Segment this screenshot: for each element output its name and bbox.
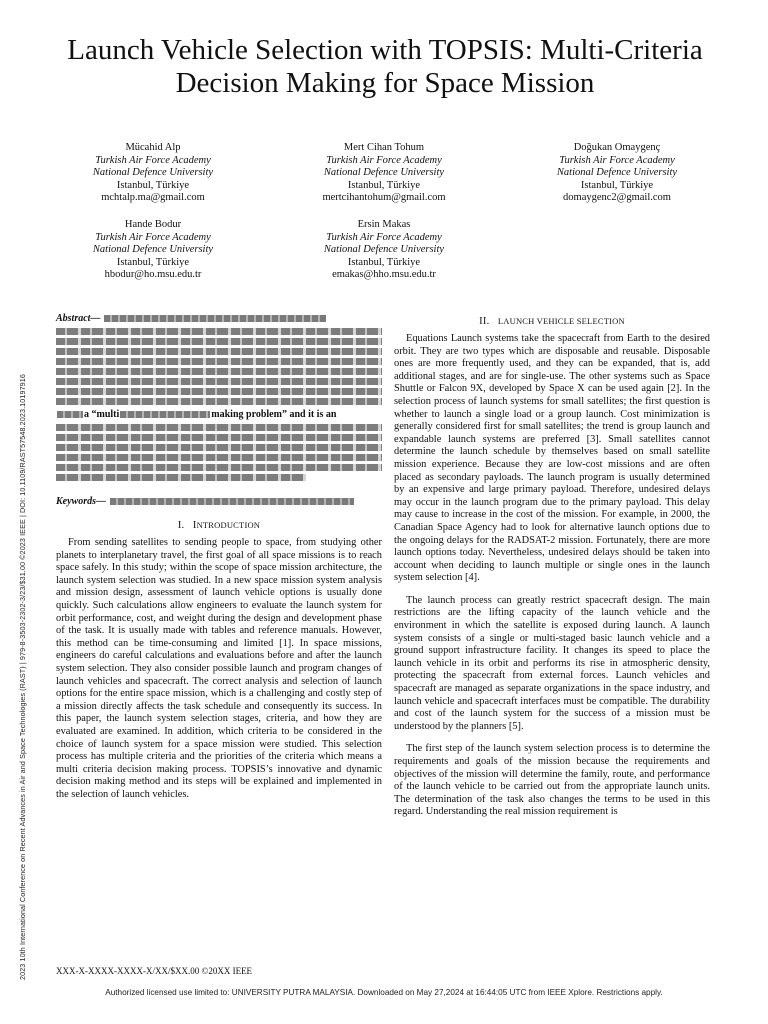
abstract-fragment: making problem” and it is an: [211, 409, 337, 420]
author-card: [43, 142, 263, 205]
section-title-initial: I: [192, 520, 197, 531]
section-heading-introduction: [56, 520, 382, 531]
redacted-text: [56, 464, 382, 471]
author-name: Mert Cihan Tohum: [343, 142, 425, 153]
redacted-text: [56, 348, 382, 355]
redacted-text: [56, 388, 382, 395]
conference-side-note: 2023 10th International Conference on Recent Advances in Air and Space Technologies (RAST) | 979-8-3503-2302-3/23/$31.00 ©2023 IEEE | DOI: 10.1109/RAST57548.2023.10197916: [18, 374, 27, 980]
author-affiliation: Turkish Air Force Academy: [95, 231, 211, 243]
author-name: Ersin Makas: [357, 219, 411, 230]
author-city: Istanbul, Türkiye: [116, 179, 190, 191]
author-email: mertcihantohum@gmail.com: [322, 192, 446, 204]
redacted-text: [56, 444, 382, 451]
keywords-label: Keywords—: [56, 496, 106, 507]
author-email: emakas@hho.msu.edu.tr: [332, 269, 436, 281]
author-affiliation: National Defence University: [92, 244, 214, 256]
redacted-text: [110, 498, 354, 505]
author-name: Hande Bodur: [124, 219, 182, 230]
author-email: domaygenc2@gmail.com: [563, 192, 671, 204]
right-column: [394, 316, 710, 819]
redacted-text: [57, 411, 83, 418]
body-paragraph: The first step of the launch system selection process is to determine the requirements and goals of the mission because the requirements and objectives of the mission will determine the family, route, and performance of the launch vehicle to be carried out from the appropriate launch units. The determination of the task also changes the terms to be used in this regard. Understanding the real mission requirement is: [394, 743, 710, 818]
paper-title: Launch Vehicle Selection with TOPSIS: Multi-Criteria Decision Making for Space Mission: [67, 34, 703, 99]
author-city: Istanbul, Türkiye: [116, 256, 190, 268]
author-card: [274, 142, 494, 205]
redacted-text: [56, 454, 382, 461]
author-card: [274, 219, 494, 282]
introduction-paragraph: From sending satellites to sending people to space, from studying other planets to interplanetary travel, the first goal of all space missions is to reach space safely. In this study; within the scope of space mission architecture, the launch system selection was studied. In a new space mission system analysis and mission design, assessment of launch vehicle options is usually done quickly. Such calculations allow engineers to evaluate the launch system for orbit performance, cost, and weight during the design and development phase of the task. It is usually made with tables and reference manuals. However, this method can be time-consuming and limited [1]. In space missions, engineers do careful calculations and evaluations before and after the launch system selection. They also consider possible launch and program changes of launch vehicles and spacecraft. The correct analysis and selection of launch options for the entire space mission, which is a challenging and costly step of a mission directly affects the task schedule and consequently its success. In this paper, the launch system selection stages, criteria, and how they are evaluated are examined. In addition, which criteria to be considered in the choice of launch system for a space mission were studied. This selection process has multiple criteria and the priorities of the criteria which means a multi criteria decision making process. TOPSIS’s innovative and dynamic decision making method and its steps will be explained and implemented in the selection of launch vehicles.: [56, 537, 382, 800]
license-notice: Authorized licensed use limited to: UNIVERSITY PUTRA MALAYSIA. Downloaded on May 27,2024 at 16:44:05 UTC from IEEE Xplore. Restrictions apply.: [105, 988, 663, 997]
author-card: [43, 219, 263, 282]
redacted-text: [56, 338, 382, 345]
author-affiliation: Turkish Air Force Academy: [95, 154, 211, 166]
author-affiliation: Turkish Air Force Academy: [326, 231, 442, 243]
author-city: Istanbul, Türkiye: [347, 256, 421, 268]
author-affiliation: National Defence University: [323, 167, 445, 179]
author-affiliation: National Defence University: [92, 167, 214, 179]
copyright-code: XXX-X-XXXX-XXXX-X/XX/$XX.00 ©20XX IEEE: [56, 966, 253, 976]
author-city: Istanbul, Türkiye: [347, 179, 421, 191]
author-card: [507, 142, 727, 205]
author-affiliation: Turkish Air Force Academy: [326, 154, 442, 166]
left-column: [56, 312, 382, 801]
author-city: Istanbul, Türkiye: [580, 179, 654, 191]
section-number: II.: [479, 316, 490, 327]
body-paragraph: The launch process can greatly restrict spacecraft design. The main restrictions are the lifting capacity of the launch vehicle and the environment in which the satellite is exposed during launch. A launch system consists of a single or multi-staged basic launch vehicle and a ground support infrastructure facility. It changes its speed to place the launch vehicle in its orbit and performs its rise in atmospheric density, protecting the spacecraft from external forces. Launch vehicles and spacecraft are managed as separate organizations in the space industry, and launch vehicle and spacecraft interfaces must be compatible. The durability and cost of the launch system for the success of a mission must be understood by the planners [5].: [394, 594, 710, 732]
redacted-text: [56, 378, 382, 385]
redacted-text: [56, 358, 382, 365]
section-heading-launch-vehicle-selection: [394, 316, 710, 327]
section-title: LAUNCH VEHICLE SELECTION: [497, 316, 625, 326]
redacted-text: [104, 315, 326, 322]
section-number: I.: [177, 520, 185, 531]
author-email: mchtalp.ma@gmail.com: [101, 192, 205, 204]
author-affiliation: National Defence University: [323, 244, 445, 256]
author-affiliation: National Defence University: [556, 167, 678, 179]
author-name: Doğukan Omaygenç: [573, 142, 661, 153]
author-name: Mücahid Alp: [125, 142, 181, 153]
section-title-rest: NTRODUCTION: [196, 520, 261, 530]
author-email: hbodur@ho.msu.edu.tr: [104, 269, 202, 281]
redacted-text: [56, 424, 382, 431]
redacted-text: [56, 434, 382, 441]
abstract: [56, 312, 382, 481]
body-paragraph: Equations Launch systems take the spacecraft from Earth to the desired orbit. They are two types which are disposable and reusable. Disposable ones are more frequently used, and they can be expanded, that is, add additional stages, and are for single-use. The other systems such as Space Shuttle or Falcon 9X, developed by Space X can be used again [2]. In the selection process of launch systems for small satellites; the first question is whether to launch a single load or a group launch. Cost minimization is generally considered first for small satellites; the trend is group launch and expandable launch systems are preferred [3]. Small satellites cannot determine the launch schedule by themselves based on small satellite mission experience. Because they are low-cost missions and are often placed as secondary payloads. The launch program is usually determined by an expensive and large primary payload. Therefore, undesired delays may occur in the launch program due to the primary payload. This delay may cause to increase in the cost of the mission. For example, in 2000, the Canadian Space Agency had to look for alternative launch options due to the ongoing delays for the RADSAT-2 mission. Fortunately, there are more launch options today. Nevertheless, undesired delays should be taken into account when deciding to launch multiple or single ones in the launch system selection [4].: [394, 333, 710, 584]
abstract-label: Abstract—: [56, 313, 101, 324]
redacted-text: [56, 328, 382, 335]
keywords: [56, 495, 382, 508]
redacted-text: [56, 474, 306, 481]
author-affiliation: Turkish Air Force Academy: [559, 154, 675, 166]
redacted-text: [56, 398, 382, 405]
redacted-text: [120, 411, 210, 418]
abstract-fragment: a “multi: [84, 409, 120, 420]
redacted-text: [56, 368, 382, 375]
